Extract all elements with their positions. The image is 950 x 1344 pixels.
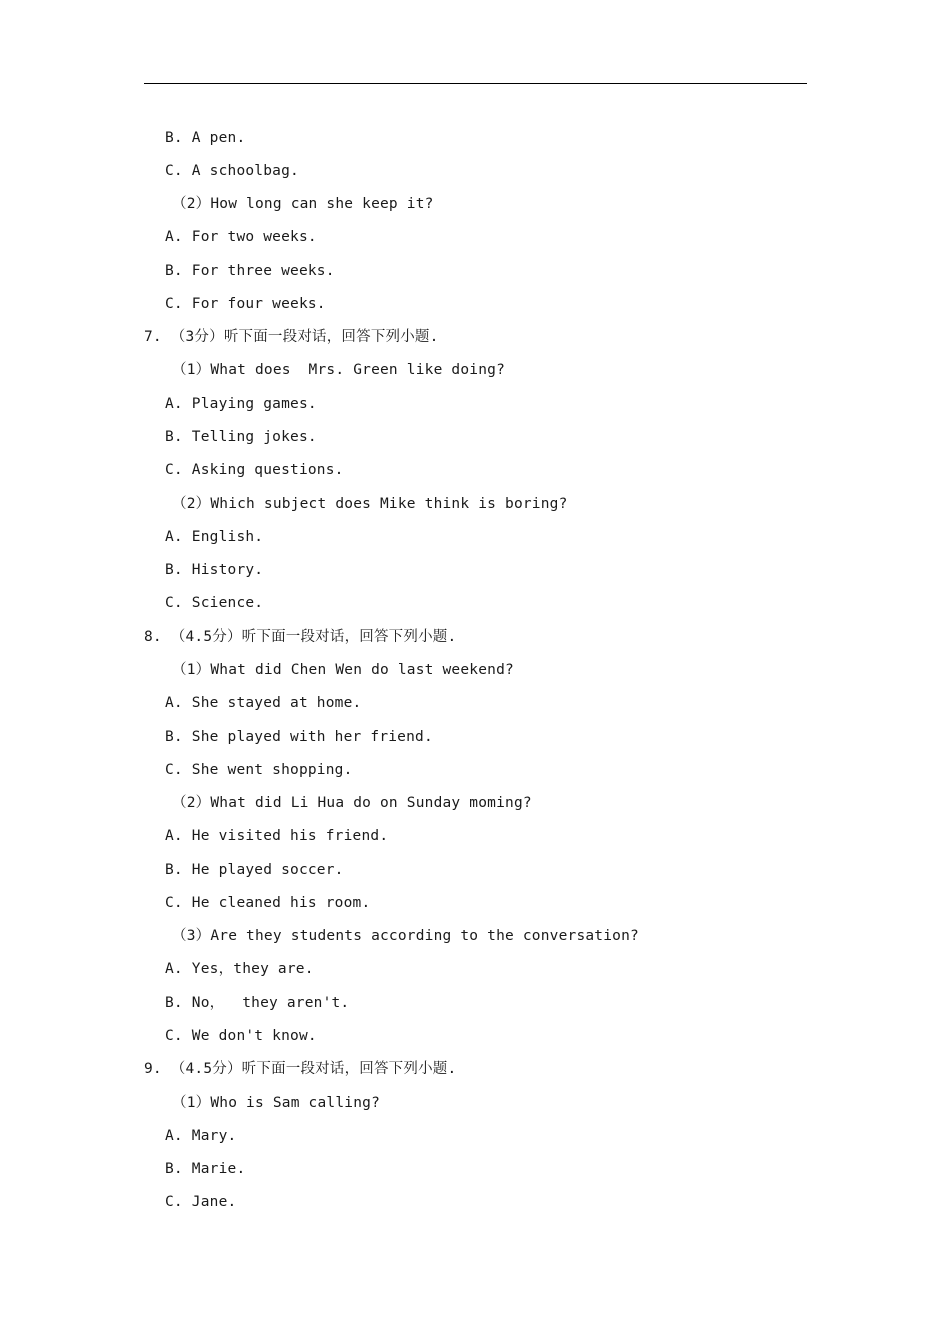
option-line: B. A pen. [165,130,246,146]
header-rule [144,83,807,84]
sub-question-line: （1）What does Mrs. Green like doing? [172,362,506,378]
option-line: C. She went shopping. [165,762,353,778]
option-line: B. For three weeks. [165,263,335,279]
option-line: C. We don't know. [165,1028,317,1044]
sub-question-line: （1）What did Chen Wen do last weekend? [172,662,514,678]
option-line: A. For two weeks. [165,229,317,245]
question-heading: 7. （3分）听下面一段对话，回答下列小题. [144,329,439,345]
question-heading: 8. （4.5分）听下面一段对话，回答下列小题. [144,629,457,645]
option-line: C. For four weeks. [165,296,326,312]
option-line: A. English. [165,529,264,545]
option-line: A. He visited his friend. [165,828,389,844]
option-line: A. Playing games. [165,396,317,412]
option-line: A. Yes，they are. [165,961,314,977]
option-line: C. Asking questions. [165,462,344,478]
sub-question-line: （2）How long can she keep it? [172,196,434,212]
sub-question-line: （2）What did Li Hua do on Sunday moming? [172,795,532,811]
option-line: C. Jane. [165,1194,237,1210]
option-line: B. Marie. [165,1161,246,1177]
option-line: C. He cleaned his room. [165,895,371,911]
option-line: B. No， they aren't. [165,995,350,1011]
option-line: B. He played soccer. [165,862,344,878]
option-line: A. She stayed at home. [165,695,362,711]
question-heading: 9. （4.5分）听下面一段对话，回答下列小题. [144,1061,457,1077]
option-line: B. Telling jokes. [165,429,317,445]
option-line: B. She played with her friend. [165,729,433,745]
sub-question-line: （2）Which subject does Mike think is boring? [172,496,568,512]
sub-question-line: （1）Who is Sam calling? [172,1095,380,1111]
option-line: C. A schoolbag. [165,163,299,179]
option-line: A. Mary. [165,1128,237,1144]
sub-question-line: （3）Are they students according to the conversation? [172,928,639,944]
option-line: C. Science. [165,595,264,611]
option-line: B. History. [165,562,264,578]
